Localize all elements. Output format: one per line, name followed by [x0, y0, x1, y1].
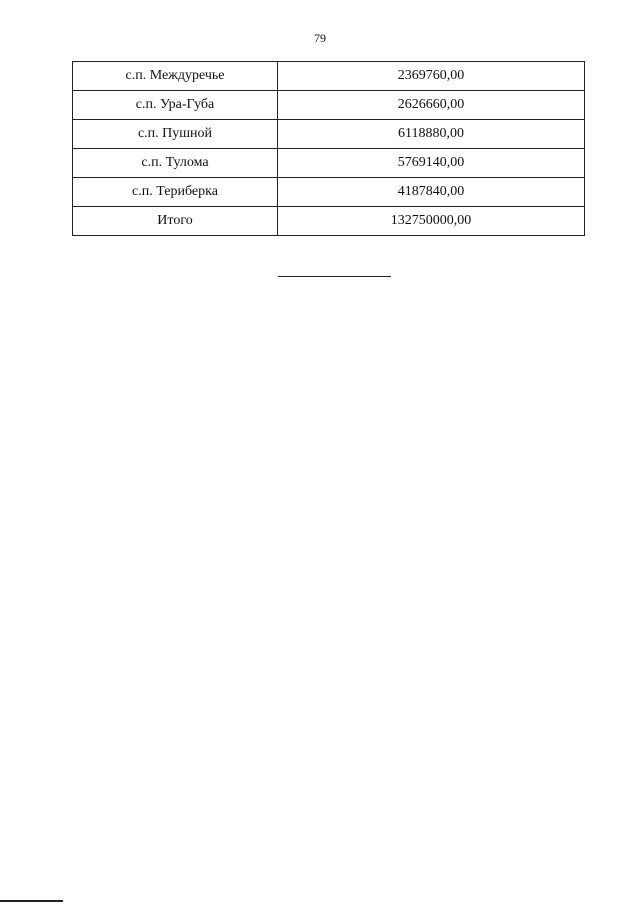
settlement-name-cell: с.п. Ура-Губа [73, 91, 278, 120]
settlement-name-cell: с.п. Териберка [73, 178, 278, 207]
table-row [73, 120, 585, 149]
page-number: 79 [314, 31, 326, 45]
amount-cell: 6118880,00 [278, 120, 585, 149]
table-row [73, 91, 585, 120]
settlement-name-cell: с.п. Тулома [73, 149, 278, 178]
settlement-name-cell: с.п. Междуречье [73, 62, 278, 91]
amount-cell: 5769140,00 [278, 149, 585, 178]
total-row [73, 207, 585, 236]
table-row [73, 149, 585, 178]
table-row [73, 62, 585, 91]
amount-cell: 2626660,00 [278, 91, 585, 120]
settlements-table [72, 61, 585, 236]
end-of-section-rule [278, 276, 391, 277]
total-amount-cell: 132750000,00 [278, 207, 585, 236]
table-row [73, 178, 585, 207]
settlement-name-cell: с.п. Пушной [73, 120, 278, 149]
amount-cell: 2369760,00 [278, 62, 585, 91]
footnote-separator [0, 900, 63, 902]
total-label-cell: Итого [73, 207, 278, 236]
amount-cell: 4187840,00 [278, 178, 585, 207]
